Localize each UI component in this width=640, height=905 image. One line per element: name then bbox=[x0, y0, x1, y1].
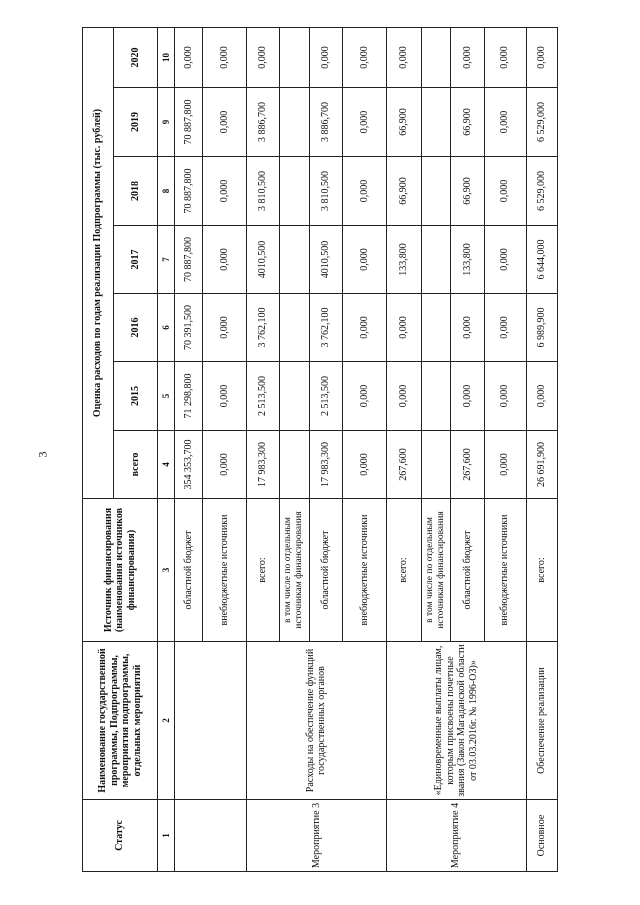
rotated-table-wrapper bbox=[82, 28, 558, 872]
column-number: 5 bbox=[158, 362, 175, 431]
value-cell: 26 691,900 bbox=[526, 431, 557, 499]
value-cell: 0,000 bbox=[526, 362, 557, 431]
name-cell: Расходы на обеспечение функций государственных органов bbox=[246, 642, 386, 800]
value-cell: 6 529,000 bbox=[526, 157, 557, 226]
value-cell: 0,000 bbox=[451, 362, 484, 431]
value-cell: 0,000 bbox=[203, 294, 247, 362]
value-cell: 6 644,000 bbox=[526, 226, 557, 294]
value-cell: 0,000 bbox=[484, 28, 526, 88]
value-cell-empty bbox=[280, 431, 309, 499]
value-cell: 0,000 bbox=[484, 157, 526, 226]
value-cell: 2 513,500 bbox=[246, 362, 279, 431]
header-source: Источник финансирования (наименования источников финансирования) bbox=[83, 499, 158, 642]
value-cell: 0,000 bbox=[386, 294, 421, 362]
header-status: Статус bbox=[83, 800, 158, 872]
value-cell-empty bbox=[280, 294, 309, 362]
value-cell: 3 762,100 bbox=[309, 294, 342, 362]
header-total: всего bbox=[114, 431, 158, 499]
value-cell: 0,000 bbox=[451, 28, 484, 88]
value-cell: 0,000 bbox=[203, 28, 247, 88]
value-cell: 66,900 bbox=[451, 157, 484, 226]
value-cell: 6 989,900 bbox=[526, 294, 557, 362]
value-cell: 2 513,500 bbox=[309, 362, 342, 431]
value-cell-empty bbox=[280, 362, 309, 431]
value-cell-empty bbox=[422, 88, 451, 157]
value-cell: 66,900 bbox=[386, 157, 421, 226]
value-cell: 3 810,500 bbox=[246, 157, 279, 226]
value-cell: 4010,500 bbox=[309, 226, 342, 294]
value-cell: 133,800 bbox=[451, 226, 484, 294]
value-cell: 354 353,700 bbox=[174, 431, 202, 499]
value-cell-empty bbox=[422, 157, 451, 226]
value-cell: 3 886,700 bbox=[309, 88, 342, 157]
value-cell-empty bbox=[280, 28, 309, 88]
value-cell: 0,000 bbox=[203, 88, 247, 157]
source-cell: областной бюджет bbox=[309, 499, 342, 642]
value-cell: 17 983,300 bbox=[309, 431, 342, 499]
value-cell: 0,000 bbox=[342, 88, 386, 157]
name-cell-empty bbox=[174, 642, 246, 800]
value-cell: 0,000 bbox=[386, 362, 421, 431]
status-cell: Основное bbox=[526, 800, 557, 872]
table-row bbox=[174, 28, 202, 872]
table-row bbox=[246, 28, 279, 872]
value-cell: 0,000 bbox=[309, 28, 342, 88]
column-number: 2 bbox=[158, 642, 175, 800]
header-estimate: Оценка расходов по годам реализации Подпрограммы (тыс. рублей) bbox=[83, 28, 114, 499]
value-cell-empty bbox=[280, 157, 309, 226]
column-number: 7 bbox=[158, 226, 175, 294]
value-cell: 0,000 bbox=[203, 157, 247, 226]
header-year-2020: 2020 bbox=[114, 28, 158, 88]
header-year-2018: 2018 bbox=[114, 157, 158, 226]
value-cell: 70 887,800 bbox=[174, 88, 202, 157]
table-row bbox=[526, 28, 557, 872]
value-cell: 0,000 bbox=[342, 362, 386, 431]
value-cell: 4010,500 bbox=[246, 226, 279, 294]
column-number: 3 bbox=[158, 499, 175, 642]
value-cell-empty bbox=[422, 28, 451, 88]
value-cell-empty bbox=[422, 362, 451, 431]
value-cell-empty bbox=[422, 226, 451, 294]
value-cell: 267,600 bbox=[386, 431, 421, 499]
page-number: 3 bbox=[35, 451, 50, 458]
name-cell: Обеспечение реализации bbox=[526, 642, 557, 800]
header-year-2015: 2015 bbox=[114, 362, 158, 431]
source-cell: внебюджетные источники bbox=[484, 499, 526, 642]
value-cell: 0,000 bbox=[342, 431, 386, 499]
name-cell: «Единовременные выплаты лицам, которым присвоены почетные звания (Закон Магаданской области от 03.03.2016г. № 1996-ОЗ)» bbox=[386, 642, 526, 800]
source-cell: всего: bbox=[246, 499, 279, 642]
table-row bbox=[386, 28, 421, 872]
value-cell-empty bbox=[422, 294, 451, 362]
value-cell: 133,800 bbox=[386, 226, 421, 294]
value-cell-empty bbox=[280, 88, 309, 157]
value-cell: 0,000 bbox=[203, 362, 247, 431]
header-year-2019: 2019 bbox=[114, 88, 158, 157]
status-cell: Мероприятие 3 bbox=[246, 800, 386, 872]
value-cell: 0,000 bbox=[342, 226, 386, 294]
value-cell: 0,000 bbox=[484, 226, 526, 294]
value-cell: 0,000 bbox=[526, 28, 557, 88]
header-name: Наименование государственной программы, Подпрограммы, мероприятия подпрограммы, отдельных мероприятий bbox=[83, 642, 158, 800]
value-cell-empty bbox=[280, 226, 309, 294]
value-cell: 0,000 bbox=[174, 28, 202, 88]
value-cell: 3 886,700 bbox=[246, 88, 279, 157]
value-cell: 267,600 bbox=[451, 431, 484, 499]
value-cell: 3 810,500 bbox=[309, 157, 342, 226]
column-number: 6 bbox=[158, 294, 175, 362]
column-number: 9 bbox=[158, 88, 175, 157]
column-number-row bbox=[158, 28, 175, 872]
column-number: 4 bbox=[158, 431, 175, 499]
value-cell: 6 529,000 bbox=[526, 88, 557, 157]
header-year-2016: 2016 bbox=[114, 294, 158, 362]
header-year-2017: 2017 bbox=[114, 226, 158, 294]
value-cell: 66,900 bbox=[451, 88, 484, 157]
value-cell: 17 983,300 bbox=[246, 431, 279, 499]
source-cell: всего: bbox=[526, 499, 557, 642]
source-cell: внебюджетные источники bbox=[342, 499, 386, 642]
value-cell: 0,000 bbox=[484, 431, 526, 499]
value-cell: 70 887,800 bbox=[174, 226, 202, 294]
value-cell: 66,900 bbox=[386, 88, 421, 157]
including-label: в том числе по отдельным источникам финансирования bbox=[422, 499, 451, 642]
column-number: 10 bbox=[158, 28, 175, 88]
value-cell-empty bbox=[422, 431, 451, 499]
status-cell-empty bbox=[174, 800, 246, 872]
value-cell: 0,000 bbox=[342, 28, 386, 88]
value-cell: 0,000 bbox=[342, 157, 386, 226]
value-cell: 70 887,800 bbox=[174, 157, 202, 226]
including-label: в том числе по отдельным источникам финансирования bbox=[280, 499, 309, 642]
value-cell: 0,000 bbox=[386, 28, 421, 88]
value-cell: 0,000 bbox=[203, 431, 247, 499]
source-cell: областной бюджет bbox=[451, 499, 484, 642]
value-cell: 70 391,500 bbox=[174, 294, 202, 362]
source-cell: областной бюджет bbox=[174, 499, 202, 642]
value-cell: 0,000 bbox=[342, 294, 386, 362]
column-number: 1 bbox=[158, 800, 175, 872]
status-cell: Мероприятие 4 bbox=[386, 800, 526, 872]
value-cell: 71 298,800 bbox=[174, 362, 202, 431]
value-cell: 0,000 bbox=[484, 88, 526, 157]
value-cell: 0,000 bbox=[246, 28, 279, 88]
source-cell: внебюджетные источники bbox=[203, 499, 247, 642]
column-number: 8 bbox=[158, 157, 175, 226]
value-cell: 0,000 bbox=[484, 294, 526, 362]
value-cell: 0,000 bbox=[451, 294, 484, 362]
budget-table bbox=[82, 27, 558, 872]
value-cell: 0,000 bbox=[484, 362, 526, 431]
value-cell: 3 762,100 bbox=[246, 294, 279, 362]
header-row-1 bbox=[83, 28, 114, 872]
source-cell: всего: bbox=[386, 499, 421, 642]
value-cell: 0,000 bbox=[203, 226, 247, 294]
